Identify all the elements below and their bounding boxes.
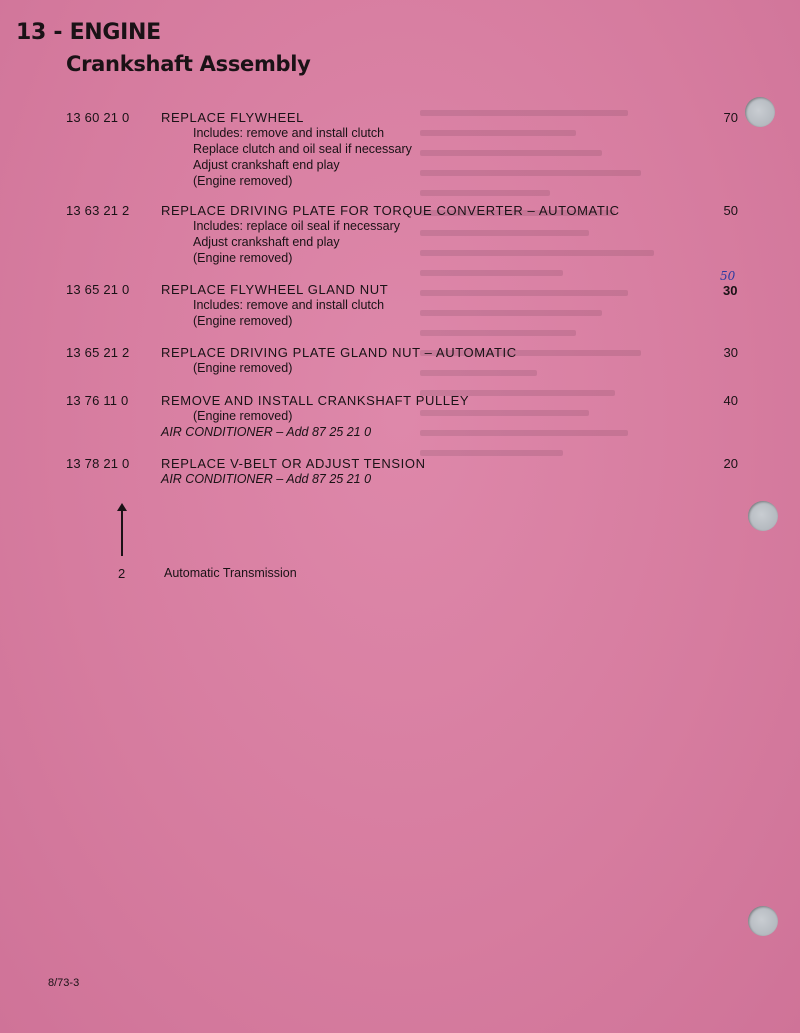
operation-title: REPLACE V-BELT OR ADJUST TENSION [161,456,426,471]
operation-time: 50 [723,203,738,218]
operation-detail: Adjust crankshaft end play [193,235,340,249]
operation-detail: Replace clutch and oil seal if necessary [193,142,412,156]
operation-time: 70 [723,110,738,125]
ac-add-code: – Add 87 25 21 0 [276,425,372,439]
operation-code: 13 76 11 0 [66,393,129,408]
ac-label: AIR CONDITIONER [161,472,273,486]
section-title: 13 - ENGINE [16,20,161,45]
handwritten-time-correction: 50 [720,269,736,283]
arrow-line [121,508,123,556]
operation-title: REPLACE FLYWHEEL [161,110,305,125]
operation-time: 30 [723,345,738,360]
operation-code: 13 65 21 2 [66,345,130,360]
operation-code: 13 60 21 0 [66,110,130,125]
bleed-through-text [420,110,680,870]
operation-time: 20 [723,456,738,471]
struck-through-time: 30 [723,283,738,298]
page-reference: 8/73-3 [48,977,80,989]
operation-code: 13 78 21 0 [66,456,130,471]
operation-detail: (Engine removed) [193,314,293,328]
punch-hole [745,97,775,127]
operation-detail: (Engine removed) [193,361,293,375]
operation-title: REPLACE FLYWHEEL GLAND NUT [161,282,389,297]
operation-detail: (Engine removed) [193,251,293,265]
operation-detail: (Engine removed) [193,409,293,423]
operation-title: REMOVE AND INSTALL CRANKSHAFT PULLEY [161,393,470,408]
operation-title: REPLACE DRIVING PLATE FOR TORQUE CONVERTER – AUTOMATIC [161,203,620,218]
footnote-number: 2 [118,566,126,581]
footnote-text: Automatic Transmission [164,566,297,580]
operation-time: 40 [723,393,738,408]
air-conditioner-note [161,424,371,440]
ac-label: AIR CONDITIONER [161,425,273,439]
operation-detail: Includes: replace oil seal if necessary [193,219,401,233]
operation-detail: Includes: remove and install clutch [193,298,385,312]
ac-add-code: – Add 87 25 21 0 [276,472,372,486]
operation-detail: Adjust crankshaft end play [193,158,340,172]
operation-detail: (Engine removed) [193,174,293,188]
operation-detail: Includes: remove and install clutch [193,126,385,140]
punch-hole [748,906,778,936]
punch-hole [748,501,778,531]
air-conditioner-note [161,471,371,487]
operation-code: 13 63 21 2 [66,203,130,218]
operation-code: 13 65 21 0 [66,282,130,297]
subsection-title: Crankshaft Assembly [66,52,311,76]
operation-title: REPLACE DRIVING PLATE GLAND NUT – AUTOMATIC [161,345,517,360]
